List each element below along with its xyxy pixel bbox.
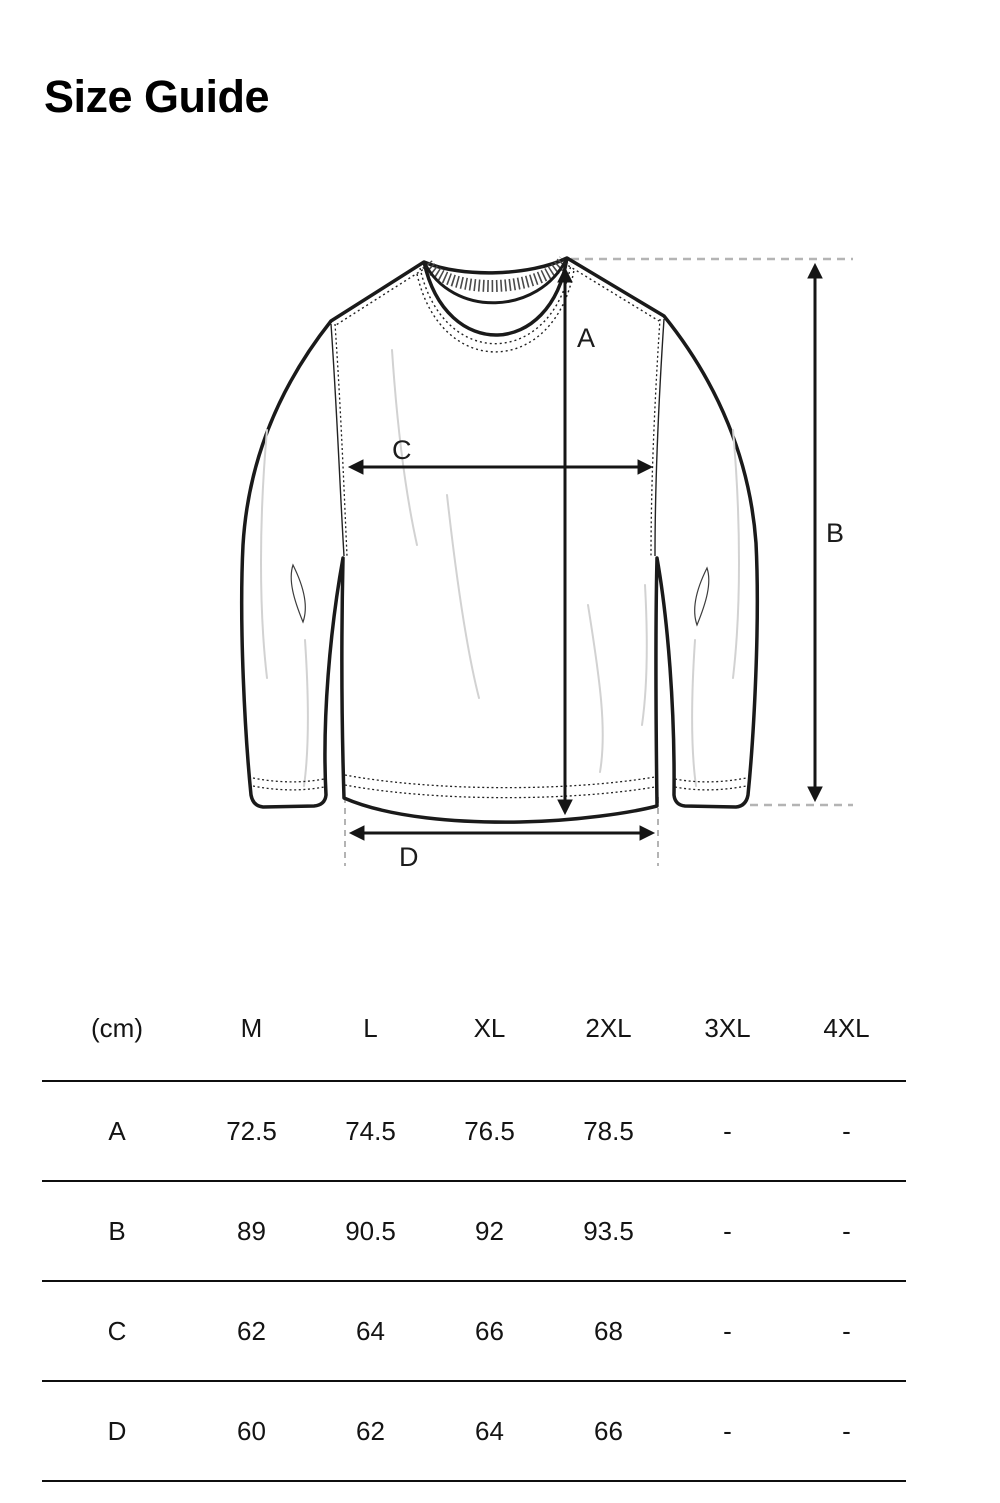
measure-label-d: D bbox=[399, 842, 419, 872]
value-cell: - bbox=[723, 1115, 732, 1146]
measure-label-b: B bbox=[826, 518, 845, 548]
value-cell: 74.5 bbox=[345, 1115, 396, 1146]
value-cell: 92 bbox=[475, 1215, 504, 1246]
value-cell: - bbox=[723, 1315, 732, 1346]
measure-row-label: D bbox=[107, 1415, 127, 1446]
size-header-xl: XL bbox=[473, 1012, 506, 1043]
size-header-l: L bbox=[363, 1012, 378, 1043]
table-row-c bbox=[42, 1281, 906, 1381]
value-cell: 76.5 bbox=[464, 1115, 515, 1146]
table-row-d bbox=[42, 1381, 906, 1481]
size-header-m: M bbox=[240, 1012, 263, 1043]
unit-header-cell: (cm) bbox=[91, 1012, 143, 1043]
size-table bbox=[42, 976, 906, 1482]
value-cell: - bbox=[842, 1415, 851, 1446]
size-header-3xl: 3XL bbox=[704, 1012, 751, 1043]
value-cell: 60 bbox=[237, 1415, 266, 1446]
value-cell: 66 bbox=[475, 1315, 504, 1346]
value-cell: 90.5 bbox=[345, 1215, 396, 1246]
value-cell: - bbox=[842, 1215, 851, 1246]
size-header-2xl: 2XL bbox=[585, 1012, 632, 1043]
table-row-b bbox=[42, 1181, 906, 1281]
value-cell: 62 bbox=[356, 1415, 385, 1446]
value-cell: 89 bbox=[237, 1215, 266, 1246]
value-cell: 78.5 bbox=[583, 1115, 634, 1146]
value-cell: 66 bbox=[594, 1415, 623, 1446]
value-cell: 64 bbox=[356, 1315, 385, 1346]
table-row-a bbox=[42, 1081, 906, 1181]
value-cell: - bbox=[842, 1115, 851, 1146]
measure-row-label: C bbox=[107, 1315, 127, 1346]
size-table-header-row bbox=[42, 976, 906, 1081]
measure-row-label: A bbox=[108, 1115, 126, 1146]
value-cell: - bbox=[842, 1315, 851, 1346]
measure-label-c: C bbox=[392, 435, 412, 465]
value-cell: 72.5 bbox=[226, 1115, 277, 1146]
shirt-outline bbox=[242, 258, 758, 822]
measure-row-label: B bbox=[108, 1215, 126, 1246]
measure-label-a: A bbox=[577, 323, 596, 353]
page-title: Size Guide bbox=[44, 71, 270, 122]
value-cell: 62 bbox=[237, 1315, 266, 1346]
value-cell: 64 bbox=[475, 1415, 504, 1446]
value-cell: 68 bbox=[594, 1315, 623, 1346]
value-cell: 93.5 bbox=[583, 1215, 634, 1246]
value-cell: - bbox=[723, 1415, 732, 1446]
value-cell: - bbox=[723, 1215, 732, 1246]
size-header-4xl: 4XL bbox=[823, 1012, 870, 1043]
